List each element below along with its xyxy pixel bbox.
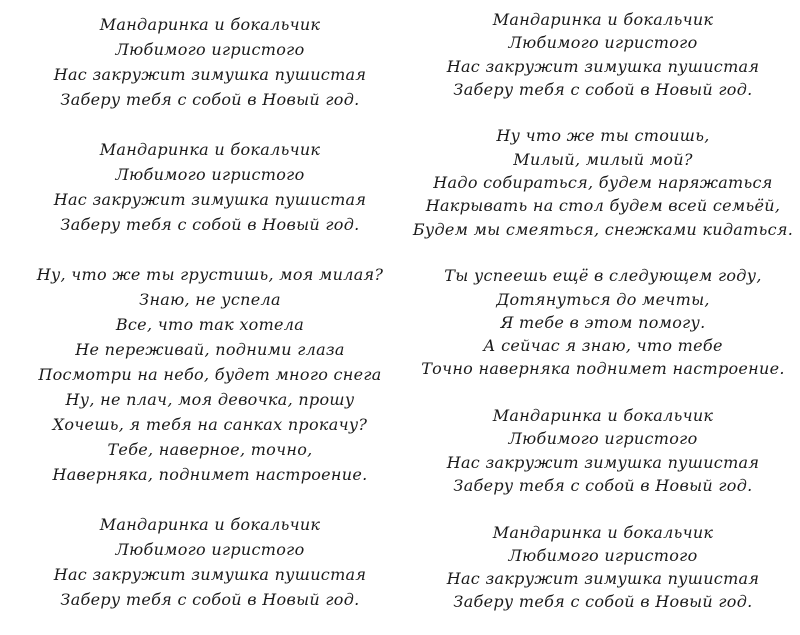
lyric-line: Милый, милый мой? (513, 149, 693, 169)
lyric-line: А сейчас я знаю, что тебе (483, 336, 723, 356)
stanza-gap (403, 497, 800, 520)
lyric-line: Любимого игристого (508, 545, 698, 565)
lyric-line: Заберу тебя с собой в Новый год. (453, 592, 753, 612)
stanza (403, 404, 800, 497)
stanza (403, 8, 800, 101)
lyric-line: Мандаринка и бокальчик (99, 15, 321, 34)
stanza-gap (403, 381, 800, 404)
stanza-gap (403, 101, 800, 124)
lyric-line: Нас закружит зимушка пушистая (53, 65, 367, 84)
lyric-line: Ты успеешь ещё в следующем году, (444, 266, 762, 286)
stanza (10, 12, 410, 112)
lyric-line: Нас закружит зимушка пушистая (53, 565, 367, 584)
lyric-line: Посмотри на небо, будет много снега (38, 365, 382, 384)
left-column (10, 12, 410, 612)
lyric-line: Нас закружит зимушка пушистая (446, 452, 760, 472)
stanza (403, 264, 800, 380)
lyric-line: Мандаринка и бокальчик (492, 406, 714, 426)
lyric-line: Мандаринка и бокальчик (99, 140, 321, 159)
lyric-line: Я тебе в этом помогу. (500, 312, 706, 332)
right-column (403, 8, 800, 614)
lyric-line: Нас закружит зимушка пушистая (446, 569, 760, 589)
lyric-line: Знаю, не успела (139, 290, 281, 309)
lyric-line: Любимого игристого (508, 429, 698, 449)
lyric-line: Надо собираться, будем наряжаться (433, 173, 773, 193)
stanza-gap (403, 241, 800, 264)
lyric-line: Все, что так хотела (115, 315, 305, 334)
lyric-line: Будем мы смеяться, снежками кидаться. (412, 219, 794, 239)
lyric-line: Нас закружит зимушка пушистая (446, 56, 760, 76)
lyric-line: Точно наверняка поднимет настроение. (421, 359, 785, 379)
stanza-gap (10, 112, 410, 137)
lyric-line: Мандаринка и бокальчик (492, 522, 714, 542)
stanza (403, 521, 800, 614)
lyric-line: Заберу тебя с собой в Новый год. (60, 90, 360, 109)
lyric-line: Любимого игристого (115, 165, 305, 184)
stanza-gap (10, 487, 410, 512)
stanza-gap (10, 237, 410, 262)
lyric-line: Ну что же ты стоишь, (496, 126, 710, 146)
lyric-line: Накрывать на стол будем всей семьёй, (425, 196, 781, 216)
lyric-line: Мандаринка и бокальчик (99, 515, 321, 534)
lyric-line: Заберу тебя с собой в Новый год. (60, 215, 360, 234)
lyric-line: Ну, не плач, моя девочка, прошу (65, 390, 355, 409)
lyric-line: Любимого игристого (115, 40, 305, 59)
lyric-line: Не переживай, подними глаза (75, 340, 345, 359)
stanza (403, 124, 800, 240)
lyric-line: Ну, что же ты грустишь, моя милая? (36, 265, 384, 284)
stanza (10, 137, 410, 237)
lyric-line: Любимого игристого (115, 540, 305, 559)
lyric-line: Заберу тебя с собой в Новый год. (60, 590, 360, 609)
lyric-line: Любимого игристого (508, 33, 698, 53)
lyric-line: Нас закружит зимушка пушистая (53, 190, 367, 209)
lyric-line: Заберу тебя с собой в Новый год. (453, 475, 753, 495)
lyric-line: Хочешь, я тебя на санках прокачу? (52, 415, 368, 434)
lyric-line: Мандаринка и бокальчик (492, 10, 714, 29)
stanza (10, 262, 410, 487)
lyric-line: Наверняка, поднимет настроение. (52, 465, 368, 484)
stanza (10, 512, 410, 612)
lyric-line: Тебе, наверное, точно, (107, 440, 313, 459)
lyric-line: Заберу тебя с собой в Новый год. (453, 79, 753, 99)
lyric-line: Дотянуться до мечты, (496, 289, 710, 309)
